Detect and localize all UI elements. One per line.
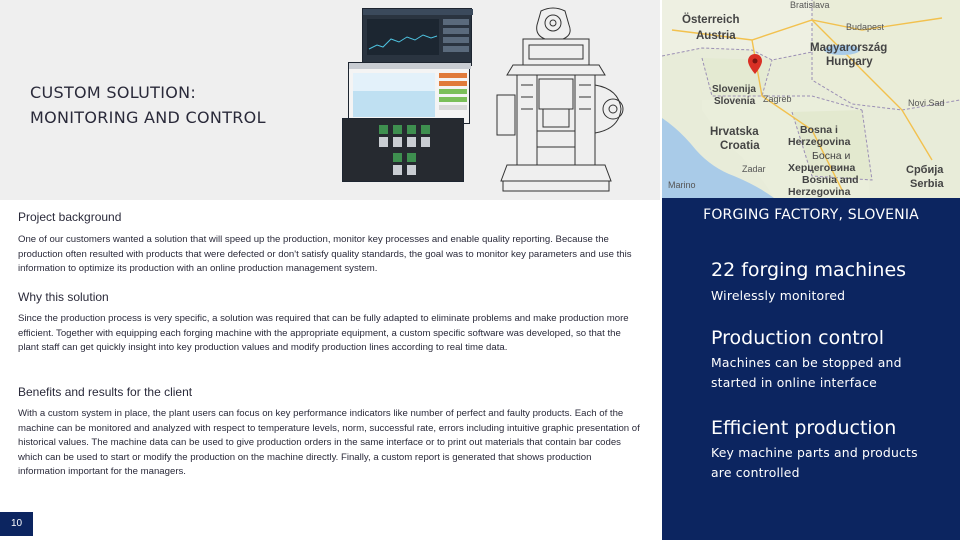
hero-banner (0, 0, 660, 200)
map-label: Zadar (742, 164, 766, 174)
map-label: Austria (696, 30, 736, 42)
feature-desc-efficient: Key machine parts and products are controlled (711, 445, 918, 480)
facts-panel (662, 198, 960, 540)
screenshot-machine-grid (342, 118, 464, 182)
map-label: Србија (906, 164, 944, 176)
feature-title-machines: 22 forging machines (711, 259, 907, 281)
page-number: 10 (0, 512, 33, 536)
feature-desc-machines: Wirelessly monitored (711, 288, 846, 303)
section-heading-benefits: Benefits and results for the client (18, 385, 193, 399)
feature-desc-control: Machines can be stopped and started in online interface (711, 355, 902, 390)
map-label: Magyarország (810, 42, 888, 54)
forging-press-illustration (493, 5, 633, 197)
map-label: Zagreb (763, 94, 792, 104)
page-title (30, 80, 266, 130)
map-label: Budapest (846, 22, 885, 32)
screenshot-dashboard-dark (362, 8, 472, 66)
map-label: Bosnia and (802, 174, 859, 186)
map-label: Novi Sad (908, 98, 945, 108)
panel-heading: FORGING FACTORY, SLOVENIA (662, 198, 960, 232)
section-body-benefits: With a custom system in place, the plant users can focus on key performance indicators like number of perfect and faulty products. Each of the machine can be monitored and analyzed with respect to temperature levels, norm, successful rate, errors including intuitive graphic presentation of historical values. The machine data can be used to give production orders in the same interface or to print out materials that contain bar codes which can be used to start or modify the production on the machine directly. Finally, a custom report is generated that shows production information important for the managers. (18, 408, 640, 477)
section-heading-background: Project background (18, 210, 122, 224)
map-label: Херцеговина (788, 162, 856, 174)
location-pin-icon[interactable] (748, 54, 762, 74)
map-label: Hrvatska (710, 126, 759, 138)
map-label: Herzegovina (788, 186, 851, 198)
title-line-2: MONITORING AND CONTROL (30, 108, 266, 127)
map-label: Österreich (682, 14, 740, 26)
feature-title-control: Production control (711, 327, 884, 349)
map-label: Hungary (826, 56, 873, 68)
location-map[interactable] (662, 0, 960, 198)
map-label: Croatia (720, 140, 760, 152)
section-body-background: One of our customers wanted a solution that will speed up the production, monitor key processes and enable quality reporting. Because the production often resulted with products that were defected or don't satisfy quality standards, the goal was to monitor key parameters and use this information to optimize its production with an online production management system. (18, 234, 632, 274)
map-label: Bosna i (800, 124, 838, 136)
feature-title-efficient: Efficient production (711, 417, 897, 439)
screenshot-chart-light (348, 62, 470, 124)
map-label: Босна и (812, 150, 851, 162)
section-heading-why: Why this solution (18, 290, 109, 304)
map-label: Slovenija (712, 84, 756, 95)
map-label: Serbia (910, 178, 944, 190)
map-label: Slovenia (714, 96, 756, 107)
map-label: Herzegovina (788, 136, 851, 148)
section-body-why: Since the production process is very specific, a solution was required that can be fully adapted to eliminate problems and make production more efficient. Together with equipping each forging machine with the appropriate equipment, a custom specific software was developed, so that the plant staff can get quickly insight into key production values and modify production lines according to real time data. (18, 313, 629, 353)
title-line-1: CUSTOM SOLUTION: (30, 83, 197, 102)
map-label: Bratislava (790, 0, 830, 10)
map-label: Marino (668, 180, 696, 190)
